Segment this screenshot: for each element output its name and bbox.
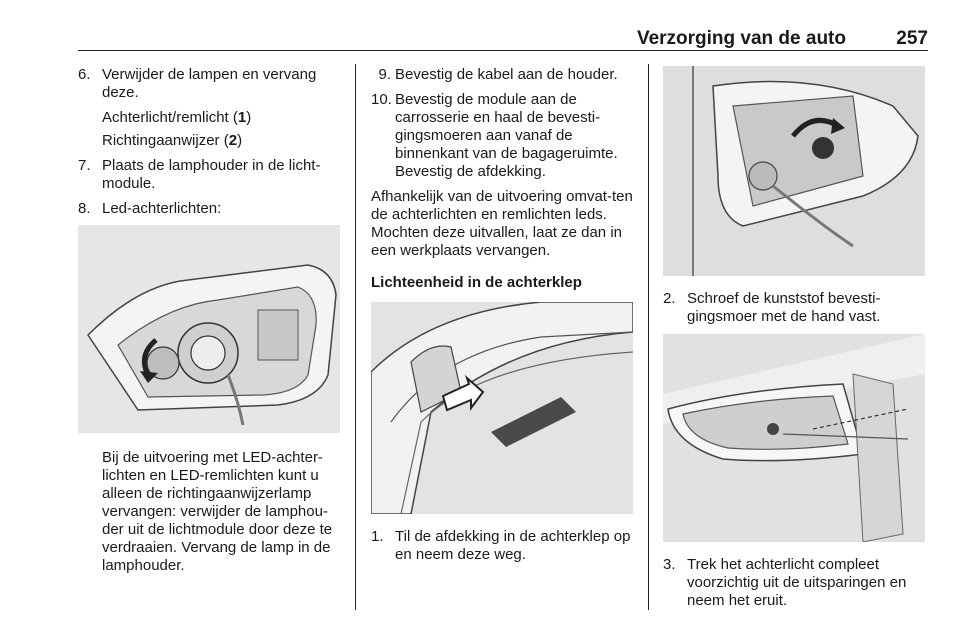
column-2 [371,66,633,571]
step-number: 1. [371,528,384,545]
step-text: Bevestig de kabel aan de houder. [395,66,618,83]
page-header [78,26,928,52]
step-3 [663,556,928,610]
screw-nut-drawing [663,66,925,276]
section-heading: Lichteenheid in de achterklep [371,274,582,291]
step-7 [78,157,340,193]
step-8 [78,200,340,218]
step-number: 8. [78,200,91,217]
led-taillight-drawing [78,225,340,433]
step-number: 9. [378,66,391,83]
header-rule [78,50,928,51]
page-number: 257 [896,28,928,49]
led-taillight-illustration [78,225,340,433]
step-2 [663,290,928,326]
taillight-removal-drawing [663,334,925,542]
column-divider-1 [355,64,356,610]
step-1 [371,528,633,564]
step-text: Plaats de lamphouder in de licht-module. [102,157,321,192]
step-number: 2. [663,290,676,307]
taillight-removal-illustration [663,334,925,542]
step-number: 3. [663,556,676,573]
callout-number: 1 [237,109,247,126]
step-text: Verwijder de lampen en vervang deze. [102,66,317,101]
step-text: Bevestig de module aan de carrosserie en haal de bevesti-gingsmoeren aan vanaf de binnenkant van de bagageruimte. Bevestig de afdekking. [395,91,618,180]
led-note: Bij de uitvoering met LED-achter-lichten en LED-remlichten kunt u alleen de richtingaanwijzerlamp vervangen: verwijder de lamphou-der uit de lichtmodule door deze te verdraaien. Vervang de lamp in de lamphouder. [102,449,333,574]
step-number: 6. [78,66,91,83]
step-text: Trek het achterlicht compleet voorzichtig uit de uitsparingen en neem het eruit. [687,556,907,609]
callout-number: 2 [228,132,238,149]
step-6-sub-1 [78,109,340,127]
step-text: Til de afdekking in de achterklep op en neem deze weg. [395,528,631,563]
tailgate-cover-drawing [371,302,633,514]
led-paragraph: Afhankelijk van de uitvoering omvat-ten de achterlichten en remlichten leds. Mochten deze uitvallen, laat ze dan in een werkplaats vervangen. [371,188,633,259]
step-text: Schroef de kunststof bevesti-gingsmoer met de hand vast. [687,290,881,325]
column-3 [663,66,928,617]
step-10 [371,91,633,181]
sub-close: ) [246,109,252,126]
tailgate-cover-illustration [371,302,633,514]
step-number: 10. [371,91,392,108]
section-title: Verzorging van de auto [636,28,846,49]
step-9 [371,66,633,84]
step-text: Led-achterlichten: [102,200,222,217]
step-6-sub-2 [78,132,340,150]
column-1 [78,66,340,582]
sub-close: ) [237,132,243,149]
sub-text: Richtingaanwijzer ( [102,132,229,149]
step-6 [78,66,340,102]
step-number: 7. [78,157,91,174]
sub-text: Achterlicht/remlicht ( [102,109,238,126]
column-divider-2 [648,64,649,610]
screw-nut-illustration [663,66,925,276]
